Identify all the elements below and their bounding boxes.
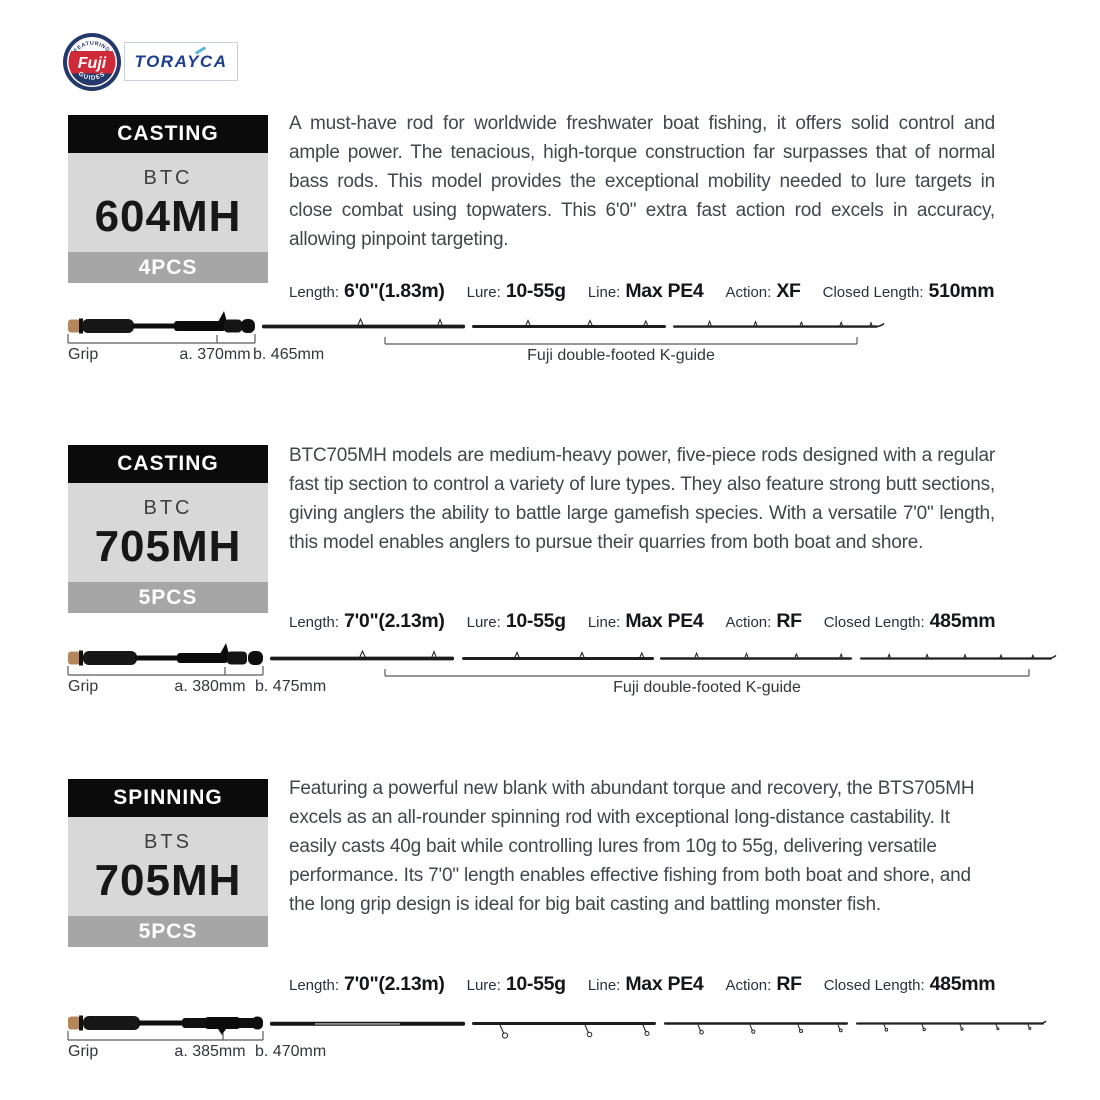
spec-lure: Lure: 10-55g bbox=[466, 280, 566, 302]
spec-closed-length: Closed Length: 485mm bbox=[823, 973, 996, 995]
measure-a-label: a. 370mm bbox=[179, 346, 251, 363]
card-pieces: 5PCS bbox=[68, 582, 268, 613]
product-description: Featuring a powerful new blank with abundant torque and recovery, the BTS705MH excels as an all-rounder spinning rod with exceptional long-distance castability. It easily casts 40g bait while controlling lures from 10g to 55g, delivering versatile performance. Its 7'0" length enables effective fishing from both boat and shore, and the long grip design is ideal for big bait casting and battling monster fish. bbox=[289, 778, 975, 915]
rod-illustration-spinning-5pcs bbox=[60, 1007, 1060, 1047]
product-card bbox=[68, 779, 268, 947]
card-type: CASTING bbox=[68, 115, 268, 153]
product-description: A must-have rod for worldwide freshwater boat fishing, it offers solid control and ample power. The tenacious, high-torque construction far surpasses that of normal bass rods. This model provides the exceptional mobility needed to lure targets in close combat using topwaters. This 6'0" extra fast action rod excels in accuracy, allowing pinpoint targeting. bbox=[289, 113, 995, 250]
product-description: BTC705MH models are medium-heavy power, five-piece rods designed with a regular fast tip section to control a variety of lure types. They also feature strong butt sections, giving anglers the ability to battle large gamefish species. With a versatile 7'0" length, this model enables anglers to pursue their quarries from both boat and shore. bbox=[289, 445, 995, 553]
card-series: BTC bbox=[143, 166, 193, 189]
spec-line: Line: Max PE4 bbox=[587, 280, 704, 302]
grip-label: Grip bbox=[68, 1043, 99, 1060]
fuji-featuring-text: FEATURING bbox=[73, 40, 111, 54]
spec-length: Length: 7'0"(2.13m) bbox=[289, 610, 445, 632]
card-type: CASTING bbox=[68, 445, 268, 483]
fuji-guides-text: GUIDES bbox=[77, 70, 107, 82]
card-series: BTC bbox=[143, 496, 193, 519]
card-model: 604MH bbox=[94, 191, 242, 241]
grip-label: Grip bbox=[68, 678, 99, 695]
grip-measure-bracket bbox=[68, 1031, 263, 1040]
spec-line: Line: Max PE4 bbox=[587, 973, 704, 995]
spec-action: Action: XF bbox=[725, 280, 801, 302]
card-series: BTS bbox=[144, 830, 192, 853]
torayca-logo-text: TORAYCA bbox=[134, 51, 228, 71]
measure-b-label: b. 470mm bbox=[255, 1043, 327, 1060]
spec-action: Action: RF bbox=[725, 973, 802, 995]
spec-lure: Lure: 10-55g bbox=[466, 610, 566, 632]
spec-length: Length: 6'0"(1.83m) bbox=[289, 280, 445, 302]
card-model: 705MH bbox=[94, 521, 242, 571]
spec-action: Action: RF bbox=[725, 610, 802, 632]
spec-closed-length: Closed Length: 510mm bbox=[822, 280, 995, 302]
card-model: 705MH bbox=[94, 855, 242, 905]
fuji-name-text: Fuji bbox=[77, 55, 107, 72]
spec-closed-length: Closed Length: 485mm bbox=[823, 610, 996, 632]
card-pieces: 5PCS bbox=[68, 916, 268, 947]
measure-b-label: b. 465mm bbox=[253, 346, 325, 363]
measure-a-label: a. 380mm bbox=[174, 678, 246, 695]
spec-line: Line: Max PE4 bbox=[587, 610, 704, 632]
kguide-label: Fuji double-footed K-guide bbox=[527, 347, 715, 364]
kguide-label: Fuji double-footed K-guide bbox=[613, 679, 801, 696]
spec-lure: Lure: 10-55g bbox=[466, 973, 566, 995]
grip-label: Grip bbox=[68, 346, 99, 363]
measure-a-label: a. 385mm bbox=[174, 1043, 246, 1060]
spec-length: Length: 7'0"(2.13m) bbox=[289, 973, 445, 995]
spec-row bbox=[289, 973, 995, 996]
card-body bbox=[68, 817, 268, 916]
card-type: SPINNING bbox=[68, 779, 268, 817]
card-pieces: 4PCS bbox=[68, 252, 268, 283]
measure-b-label: b. 475mm bbox=[255, 678, 327, 695]
